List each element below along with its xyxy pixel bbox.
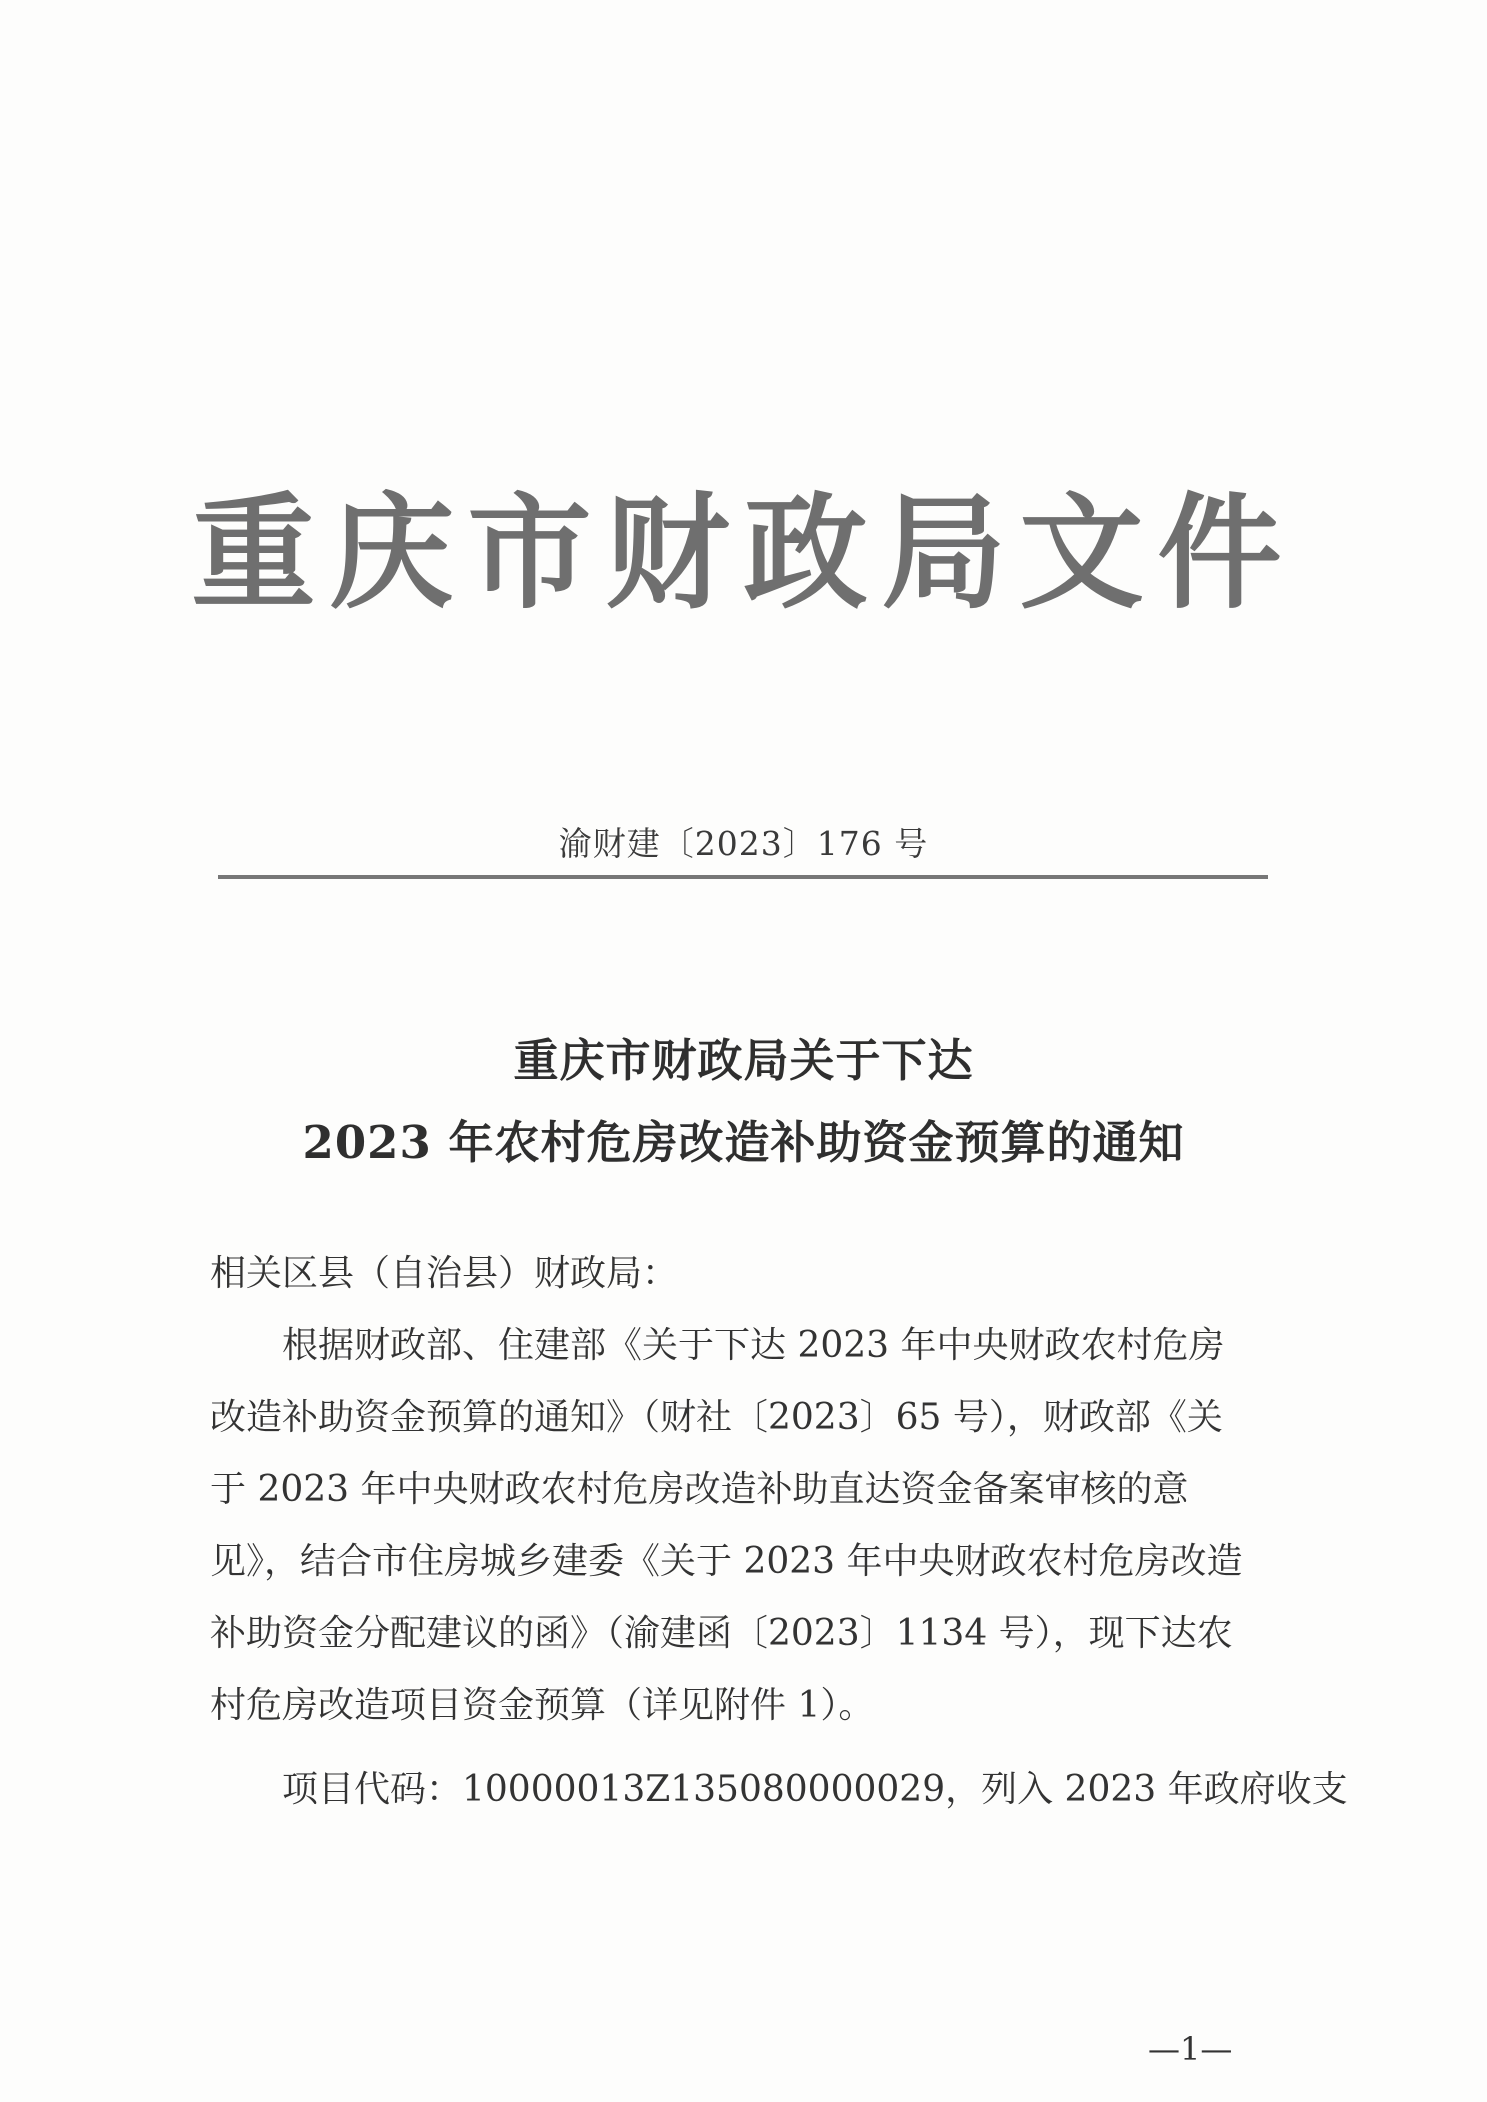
paragraph-2-line-1: 项目代码：10000013Z135080000029，列入 2023 年政府收支 <box>210 1769 1348 1810</box>
header-divider <box>218 875 1268 879</box>
paragraph-1-line-3: 于 2023 年中央财政农村危房改造补助直达资金备案审核的意 <box>210 1469 1189 1510</box>
paragraph-1-line-1: 根据财政部、住建部《关于下达 2023 年中央财政农村危房 <box>210 1325 1225 1366</box>
salutation: 相关区县（自治县）财政局： <box>210 1253 679 1294</box>
issuing-authority-header: 重庆市财政局文件 <box>191 482 1296 626</box>
paragraph-1-line-4: 见》，结合市住房城乡建委《关于 2023 年中央财政农村危房改造 <box>210 1541 1243 1582</box>
document-number: 渝财建〔2023〕176 号 <box>558 824 929 863</box>
notice-title-line-1: 重庆市财政局关于下达 <box>513 1034 974 1087</box>
paragraph-1-line-2: 改造补助资金预算的通知》（财社〔2023〕65 号），财政部《关 <box>210 1397 1223 1438</box>
paragraph-1-line-6: 村危房改造项目资金预算（详见附件 1）。 <box>210 1685 875 1726</box>
page-number: —1— <box>1148 2030 1233 2068</box>
paragraph-1-line-5: 补助资金分配建议的函》（渝建函〔2023〕1134 号），现下达农 <box>210 1613 1233 1654</box>
notice-title-line-2: 2023 年农村危房改造补助资金预算的通知 <box>302 1116 1185 1169</box>
